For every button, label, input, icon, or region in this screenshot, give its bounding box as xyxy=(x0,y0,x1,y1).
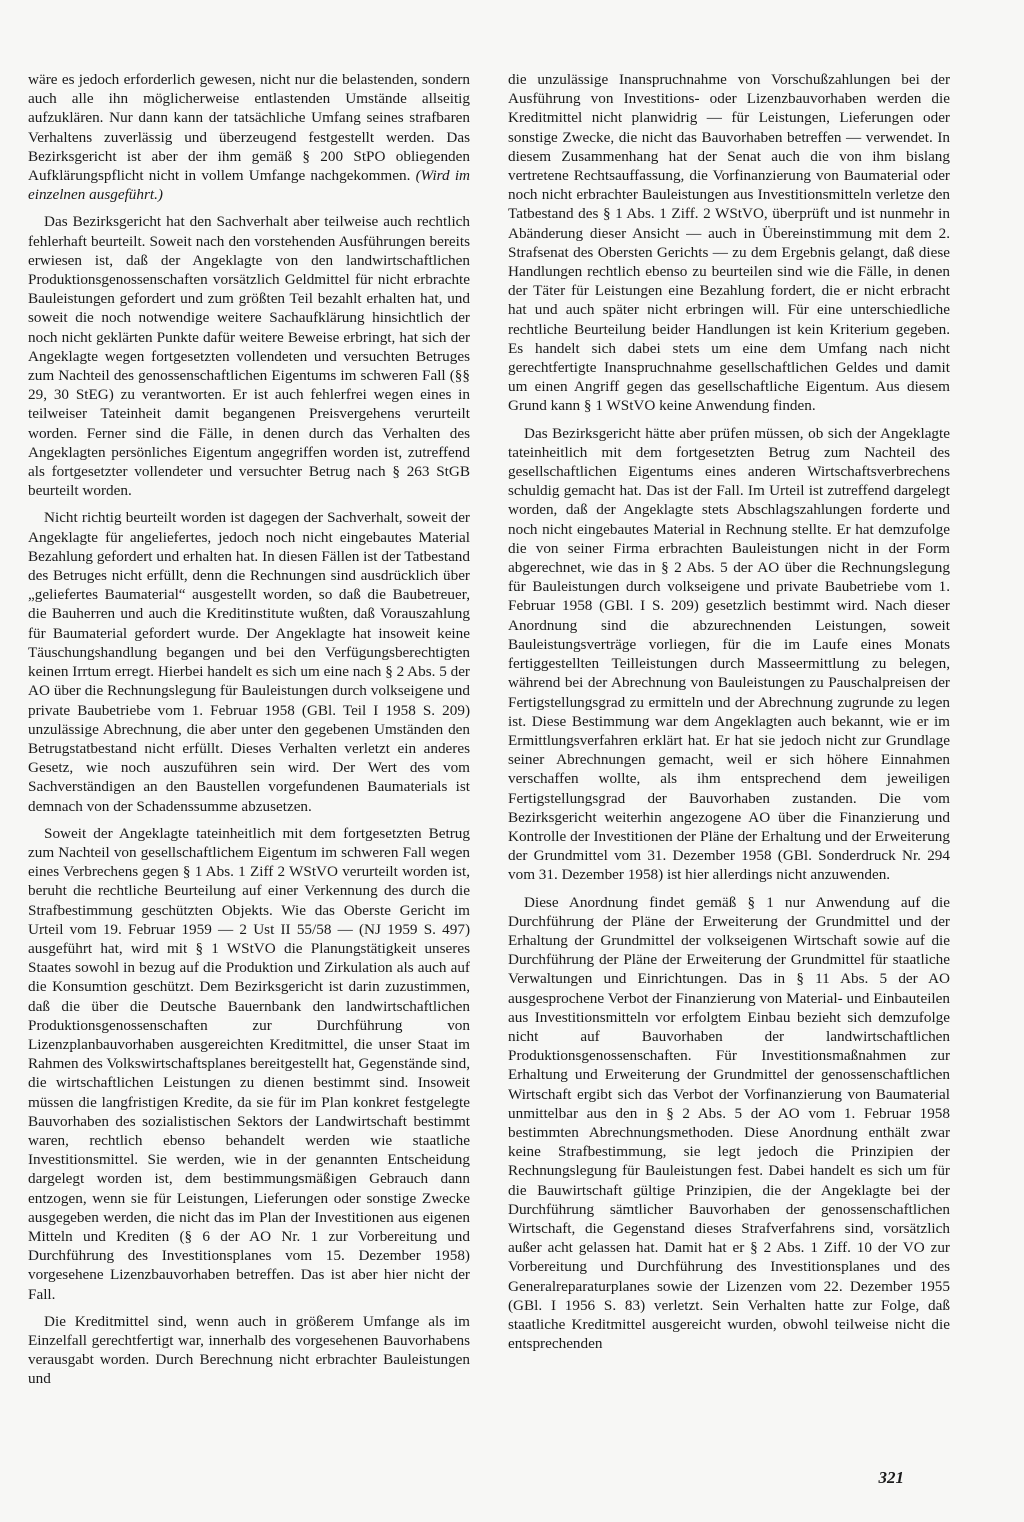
paragraph xyxy=(28,70,470,204)
paragraph: Die Kreditmittel sind, wenn auch in größerem Umfange als im Einzelfall gerechtfertigt war, innerhalb des vorgesehenen Bauvorhabens verausgabt worden. Durch Berechnung nicht erbrachter Bauleistungen und xyxy=(28,1312,470,1388)
right-column xyxy=(508,70,950,1361)
paragraph: Nicht richtig beurteilt worden ist dagegen der Sachverhalt, soweit der Angeklagte für angeliefertes, jedoch noch nicht eingebautes Material Bezahlung gefordert und erhalten hat. In diesen Fällen ist der Tatbestand des Betruges nicht erfüllt, denn die Rechnungen sind ausdrücklich über „geliefertes Baumaterial“ ausgestellt worden, so daß die Baubetreuer, die Bauherren und auch die Kreditinstitute wußten, daß Vorauszahlung für Baumaterial gefordert wurde. Der Angeklagte hat insoweit keine Täuschungshandlung begangen und bei den Verfügungsberechtigten keinen Irrtum erregt. Hierbei handelt es sich um eine nach § 2 Abs. 5 der AO über die Rechnungslegung für Bauleistungen durch volkseigene und private Baubetriebe vom 1. Februar 1958 (GBl. Teil I 1958 S. 209) unzulässige Abrechnung, die aber unter den gegebenen Umständen den Betrugstatbestand nicht erfüllt. Dieses Verhalten verletzt ein anderes Gesetz, wie noch auszuführen sein wird. Der Wert des vom Sachverständigen an den Baustellen vorgefundenen Baumaterials ist demnach von der Schadenssumme abzusetzen. xyxy=(28,509,470,815)
paragraph: Das Bezirksgericht hat den Sachverhalt aber teilweise auch rechtlich fehlerhaft beurteilt. Soweit nach den vorstehenden Ausführungen bereits erwiesen ist, daß der Angeklagte von den landwirtschaftlichen Produktionsgenossenschaften vorsätzlich Geldmittel für nicht erbrachte Bauleistungen gefordert und zum größten Teil bezahlt erhalten hat, und soweit die noch notwendige weitere Sachaufklärung hinsichtlich der noch nicht geklärten Punkte dafür weitere Beweise erbringt, hat sich der Angeklagte wegen fortgesetzten vollendeten und versuchten Betruges zum Nachteil des genossenschaftlichen Eigentums im schweren Fall (§§ 29, 30 StEG) zu verantworten. Er ist auch fehlerfrei wegen eines in teilweiser Tateinheit damit begangenen Preisvergehens verurteilt worden. Ferner sind die Fälle, in denen durch das Verhalten des Angeklagten persönliches Eigentum angegriffen worden ist, zutreffend als fortgesetzter vollendeter und versuchter Betrug nach § 263 StGB beurteilt worden. xyxy=(28,213,470,500)
italic-note: (Wird im einzelnen ausgeführt.) xyxy=(28,167,471,204)
paragraph: Soweit der Angeklagte tateinheitlich mit dem fortgesetzten Betrug zum Nachteil von gesellschaftlichem Eigentum im schweren Fall wegen eines Verbrechens gegen § 1 Abs. 1 Ziff 2 WStVO verurteilt worden ist, beruht die rechtliche Beurteilung auf einer Verkennung des durch die Strafbestimmung geschützten Objekts. Wie das Oberste Gericht im Urteil vom 19. Februar 1959 — 2 Ust II 55/58 — (NJ 1959 S. 497) ausgeführt hat, wird mit § 1 WStVO die Planungstätigkeit unseres Staates sowohl in bezug auf die Produktion und Zirkulation als auch auf die Konsumtion geschützt. Dem Bezirksgericht ist darin zuzustimmen, daß die über die Deutsche Bauernbank den landwirtschaftlichen Produktionsgenossenschaften zur Durchführung von Lizenzplanbauvorhaben ausgereichten Kreditmittel, die unser Staat im Rahmen des Volkswirtschaftsplanes bereitgestellt hat, Gegenstände sind, die wirtschaftlichen Leistungen zu dienen bestimmt sind. Insoweit müssen die langfristigen Kredite, da sie für im Plan konkret festgelegte Bauvorhaben des sozialistischen Sektors der Landwirtschaft bestimmt waren, rechtlich ebenso behandelt werden wie staatliche Investitionsmittel. Sie werden, wie in der genannten Entscheidung dargelegt worden ist, dem bestimmungsmäßigen Gebrauch dann entzogen, wenn sie für Leistungen, Lieferungen oder sonstige Zwecke ausgegeben werden, die nicht das im Plan der Investitionen aus eigenen Mitteln und Krediten (§ 6 der AO Nr. 1 zur Vorbereitung und Durchführung des Investitionsplanes vom 15. Dezember 1958) vorgesehene Lizenzbauvorhaben betreffen. Das ist aber hier nicht der Fall. xyxy=(28,824,470,1303)
paragraph: die unzulässige Inanspruchnahme von Vorschußzahlungen bei der Ausführung von Investitions- oder Lizenzbauvorhaben werden die Kreditmittel nicht planwidrig — für Leistungen, Lieferungen oder sonstige Zwecke, die nicht das Bauvorhaben betreffen — verwendet. In diesem Zusammenhang hat der Senat auch die von ihm bislang vertretene Rechtsauffassung, die Vorfinanzierung von Baumaterial oder noch nicht erbrachter Bauleistungen aus Investitionsmitteln verletze den Tatbestand des § 1 Abs. 1 Ziff. 2 WStVO, überprüft und ist nunmehr in Abänderung dieser Ansicht — auch in Übereinstimmung mit dem 2. Strafsenat des Obersten Gerichts — zu dem Ergebnis gelangt, daß diese Handlungen rechtlich ebenso zu beurteilen sind wie die Fälle, in denen der Täter für Leistungen eine Bezahlung fordert, die er nicht erbracht hat und auch später nicht erbringen will. Für eine unterschiedliche rechtliche Beurteilung beider Handlungen ist kein Kriterium gegeben. Es handelt sich dabei stets um eine dem Umfang nach nicht gerechtfertigte Inanspruchnahme gesellschaftlichen Geldes und damit um einen Angriff gegen das gesellschaftliche Eigentum. Aus diesem Grund kann § 1 WStVO keine Anwendung finden. xyxy=(508,71,950,415)
left-column xyxy=(28,70,470,1397)
paragraph-text: wäre es jedoch erforderlich gewesen, nicht nur die belastenden, sondern auch alle ihn möglicherweise entlastenden Umstände allseitig aufzuklären. Nur dann kann der tatsächliche Umfang seines strafbaren Verhaltens zuverlässig und überzeugend festgestellt werden. Das Bezirksgericht ist aber der ihm gemäß § 200 StPO obliegenden Aufklärungspflicht nicht in vollem Umfange nachgekommen. xyxy=(28,71,470,185)
paragraph: Diese Anordnung findet gemäß § 1 nur Anwendung auf die Durchführung der Pläne der Erweiterung der Grundmittel und der Erhaltung der Grundmittel der volkseigenen Wirtschaft sowie auf die Durchführung der Pläne der Erweiterung der Grundmittel für staatliche Verwaltungen und Einrichtungen. Das in § 11 Abs. 5 der AO ausgesprochene Verbot der Finanzierung von Material- und Einbauteilen aus Investitionsmitteln vor erfolgtem Einbau bezieht sich demzufolge nicht auf Bauvorhaben der landwirtschaftlichen Produktionsgenossenschaften. Für Investitionsmaßnahmen zur Erhaltung und Erweiterung der Grundmittel der genossenschaftlichen Wirtschaft ergibt sich das Verbot der Vorfinanzierung von Baumaterial unmittelbar aus den in § 2 Abs. 5 der AO vom 1. Februar 1958 bestimmten Abrechnungsmethoden. Diese Anordnung enthält zwar keine Strafbestimmung, sie legt jedoch die Prinzipien der Rechnungslegung für Bauleistungen fest. Dabei handelt es sich um für die Bauwirtschaft gültige Prinzipien, die der Angeklagte bei der Durchführung sämtlicher Bauvorhaben der genossenschaftlichen Wirtschaft, die Gegenstand dieses Strafverfahrens sind, vorsätzlich außer acht gelassen hat. Damit hat er § 2 Abs. 1 Ziff. 10 der VO zur Vorbereitung und Durchführung des Investitionsplanes und des Generalreparaturplanes sowie der Lizenzen vom 22. Dezember 1955 (GBl. I 1956 S. 83) verletzt. Sein Verhalten hatte zur Folge, daß staatliche Kreditmittel ausgereicht wurden, obwohl teilweise nicht die entsprechenden xyxy=(508,893,950,1353)
page-number: 321 xyxy=(878,1468,904,1487)
paragraph: Das Bezirksgericht hätte aber prüfen müssen, ob sich der Angeklagte tateinheitlich mit dem fortgesetzten Betrug zum Nachteil des gesellschaftlichen Eigentums eines anderen Wirtschaftsverbrechens schuldig gemacht hat. Das ist der Fall. Im Urteil ist zutreffend dargelegt worden, daß der Angeklagte stets Abschlagszahlungen forderte und noch nicht eingebautes Material in Rechnung stellte. Er hat demzufolge die von seiner Firma erbrachten Bauleistungen nicht in der Form abgerechnet, wie das in § 2 Abs. 5 der AO über die Rechnungslegung für Bauleistungen durch volkseigene und private Baubetriebe vom 1. Februar 1958 (GBl. I S. 209) gesetzlich bestimmt wird. Nach dieser Anordnung sind die abzurechnenden Leistungen, soweit Bauleistungsverträge vorliegen, für die im Laufe eines Monats fertiggestellten Teilleistungen durch Masseermittlung zu belegen, während bei der Abrechnung von Bauleistungen zu Pauschalpreisen der Fertigstellungsgrad zu ermitteln und der Abrechnung zugrunde zu legen ist. Diese Bestimmung war dem Angeklagten auch bekannt, wie er im Ermittlungsverfahren erklärt hat. Er hat sie jedoch nicht zur Grundlage seiner Abrechnungen gemacht, weil er sich höhere Einnahmen verschaffen wollte, als ihm entsprechend dem jeweiligen Fertigstellungsgrad der Bauvorhaben zustanden. Die vom Bezirksgericht weiterhin angezogene AO über die Finanzierung und Kontrolle der Investitionen der Pläne der Erhaltung und der Erweiterung der Grundmittel vom 31. Dezember 1958 (GBl. Sonderdruck Nr. 294 vom 31. Dezember 1958) ist hier allerdings nicht anzuwenden. xyxy=(508,424,950,884)
